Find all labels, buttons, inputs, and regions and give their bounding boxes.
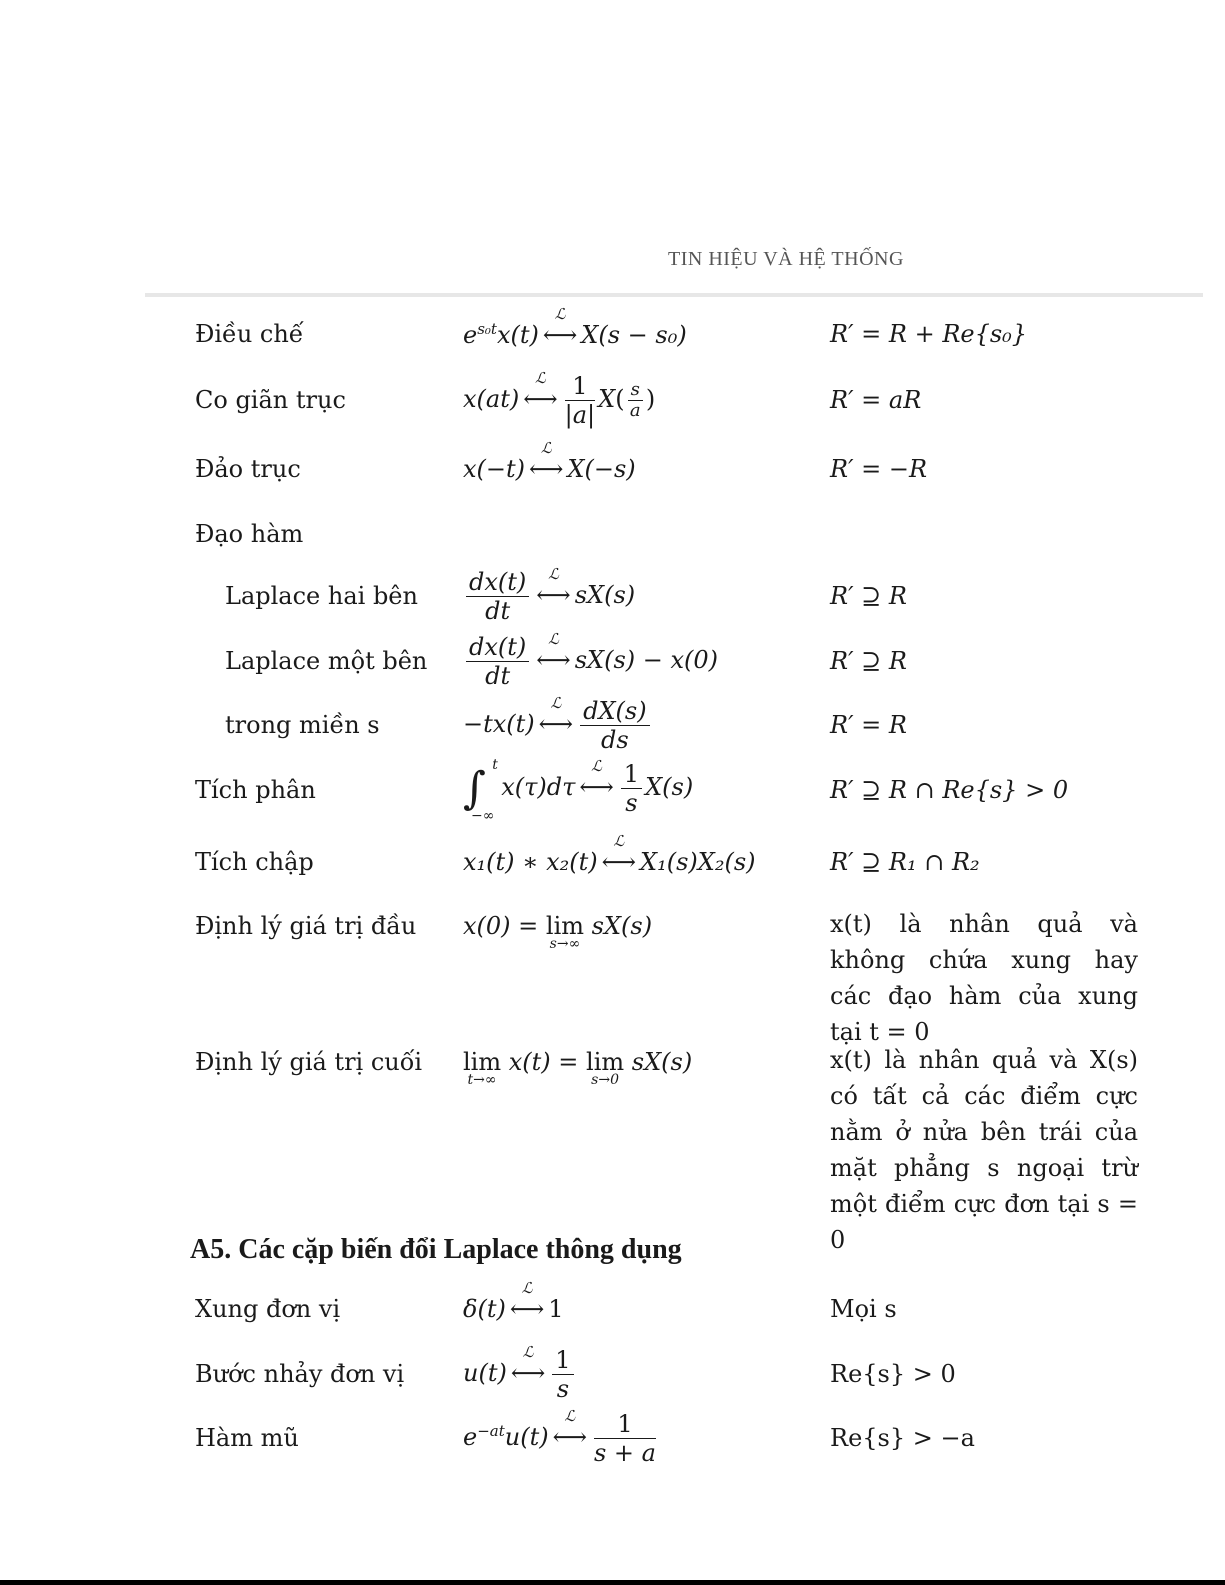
property-formula: $\frac{dx(t)}{dt}$ ⟷ ℒ sX(s) xyxy=(463,568,635,625)
pair-label: Hàm mũ xyxy=(195,1424,299,1452)
pair-condition: Mọi s xyxy=(830,1295,897,1323)
property-condition: x(t) là nhân quả và X(s) có tất cả các điểm cực nằm ở nửa bên trái của mặt phẳng s ngoại trừ một điểm cực đơn tại s = 0 xyxy=(830,1046,1138,1254)
property-condition: R′ = aR xyxy=(830,386,922,414)
running-header: TIN HIỆU VÀ HỆ THỐNG xyxy=(668,248,904,270)
pair-formula: u(t) ⟷ ℒ $\frac{1}{s}$ xyxy=(463,1346,577,1403)
pair-formula: $e^{-at}u(t)$ ⟷ ℒ $\frac{1}{s + a}$ xyxy=(463,1407,656,1467)
property-condition: R′ = R + Re{s₀} xyxy=(830,320,1028,348)
page-bottom-border xyxy=(0,1580,1225,1585)
pair-formula: δ(t) ⟷ ℒ 1 xyxy=(463,1279,564,1323)
property-label: Laplace một bên xyxy=(225,647,428,675)
property-formula: $\frac{dx(t)}{dt}$ ⟷ ℒ sX(s) − x(0) xyxy=(463,633,718,690)
property-formula: x(at) ⟷ ℒ $\frac{1}{|a|}$ X( $\frac{s}{a}$ ) xyxy=(463,369,656,429)
property-label: trong miền s xyxy=(225,711,380,739)
property-label: Điều chế xyxy=(195,320,304,348)
property-label: Đạo hàm xyxy=(195,520,304,548)
property-condition: R′ ⊇ R xyxy=(830,647,907,675)
pair-label: Xung đơn vị xyxy=(195,1295,341,1323)
property-condition: R′ ⊇ R ∩ Re{s} > 0 xyxy=(830,776,1069,804)
property-formula: ∫ t −∞ x(τ)dτ ⟷ ℒ $\frac{1}{s}$ X(s) xyxy=(463,757,694,824)
pair-condition: Re{s} > 0 xyxy=(830,1360,956,1388)
property-label: Laplace hai bên xyxy=(225,582,418,610)
property-condition: R′ = −R xyxy=(830,455,928,483)
property-label: Định lý giá trị đầu xyxy=(195,912,417,940)
property-label: Tích chập xyxy=(195,848,314,876)
property-formula: −tx(t) ⟷ ℒ $\frac{dX(s)}{ds}$ xyxy=(463,697,653,754)
property-label: Tích phân xyxy=(195,776,316,804)
pair-condition: Re{s} > −a xyxy=(830,1424,975,1452)
property-condition: x(t) là nhân quả và không chứa xung hay các đạo hàm của xung tại t = 0 xyxy=(830,910,1138,1046)
property-label: Đảo trục xyxy=(195,455,301,483)
property-formula: x(0) = lim s→∞ sX(s) xyxy=(463,912,653,952)
property-condition: R′ = R xyxy=(830,711,907,739)
property-label: Định lý giá trị cuối xyxy=(195,1048,423,1076)
pair-label: Bước nhảy đơn vị xyxy=(195,1360,405,1388)
property-condition: R′ ⊇ R₁ ∩ R₂ xyxy=(830,848,980,876)
property-condition: R′ ⊇ R xyxy=(830,582,907,610)
property-formula: $e^{s_0t}x(t)$ ⟷ ℒ X(s − s₀) xyxy=(463,305,687,349)
property-formula: x(−t) ⟷ ℒ X(−s) xyxy=(463,439,636,483)
property-formula: lim t→∞ x(t) = lim s→0 sX(s) xyxy=(463,1048,693,1088)
section-heading: A5. Các cặp biến đổi Laplace thông dụng xyxy=(190,1234,682,1265)
property-formula: x₁(t) ∗ x₂(t) ⟷ ℒ X₁(s)X₂(s) xyxy=(463,832,756,876)
header-divider xyxy=(145,293,1203,297)
property-label: Co giãn trục xyxy=(195,386,346,414)
